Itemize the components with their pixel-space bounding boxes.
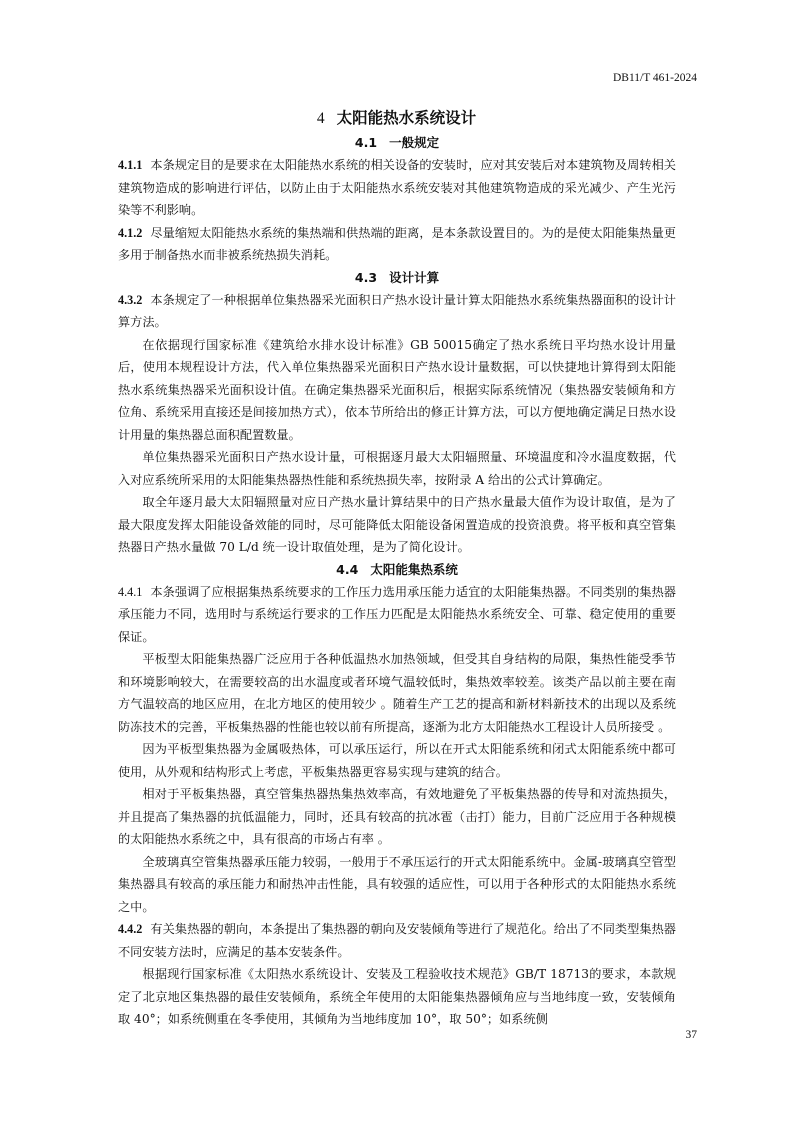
paragraph-metal-absorber: 因为平板型集热器为金属吸热体，可以承压运行，所以在开式太阳能系统和闭式太阳能系统中都可使用，从外观和结构形式上考虑，平板集热器更容易实现与建筑的结合。 bbox=[118, 742, 676, 779]
section-number: 4.4 bbox=[336, 561, 359, 577]
paragraph-4-4-2 bbox=[118, 918, 676, 963]
paragraph-text: 尽量缩短太阳能热水系统的集热端和供热端的距离，是本条款设置目的。为的是使太阳能集热量更多用于制备热水而非被系统热损失消耗。 bbox=[118, 225, 676, 262]
paragraph-4-3-2 bbox=[118, 289, 676, 334]
clause-number: 4.4.1 bbox=[118, 584, 143, 599]
paragraph-design-value: 取全年逐月最大太阳辐照量对应日产热水量计算结果中的日产热水量最大值作为设计取值，是为了最大限度发挥太阳能设备效能的同时，尽可能降低太阳能设备闲置造成的投资浪费。将平板和真空管集热器日产热水量做 70 L/d 统一设计取值处理，是为了简化设计。 bbox=[118, 495, 676, 554]
clause-number: 4.4.2 bbox=[118, 922, 143, 936]
paragraph-glass-tube: 全玻璃真空管集热器承压能力较弱，一般用于不承压运行的开式太阳能系统中。金属-玻璃真空管型集热器具有较高的承压能力和耐热冲击性能，具有较强的适应性，可以用于各种形式的太阳能热水系统之中。 bbox=[118, 854, 676, 914]
chapter-number: 4 bbox=[316, 110, 325, 127]
chapter-title: 太阳能热水系统设计 bbox=[336, 109, 477, 127]
paragraph-text: 有关集热器的朝向，本条提出了集热器的朝向及安装倾角等进行了规范化。给出了不同类型集热器不同安装方法时，应满足的基本安装条件。 bbox=[118, 922, 676, 959]
section-number: 4.1 bbox=[354, 135, 378, 150]
paragraph-text: 本条规定了一种根据单位集热器采光面积日产热水设计量计算太阳能热水系统集热器面积的设计计算方法。 bbox=[118, 292, 676, 329]
paragraph-unit-output: 单位集热器采光面积日产热水设计量，可根据逐月最大太阳辐照量、环境温度和冷水温度数据，代入对应系统所采用的太阳能集热器热性能和系统热损失率，按附录 A 给出的公式计算确定。 bbox=[118, 450, 676, 487]
paragraph-text: 本条强调了应根据集热系统要求的工作压力选用承压能力适宜的太阳能集热器。不同类别的集热器承压能力不同，选用时与系统运行要求的工作压力匹配是太阳能热水系统安全、可靠、稳定使用的重要保证。 bbox=[118, 584, 676, 644]
paragraph-design-method: 在依据现行国家标准《建筑给水排水设计标准》GB 50015确定了热水系统日平均热水设计用量后，使用本规程设计方法，代入单位集热器采光面积日产热水设计量数据，可以快捷地计算得到太阳能热水系统集热器采光面积设计值。在确定集热器采光面积后，根据实际系统情况（集热器安装倾角和方位角、系统采用直接还是间接加热方式），依本节所给出的修正计算方法，可以方便地确定满足日热水设计用量的集热器总面积配置数量。 bbox=[118, 337, 676, 442]
clause-number: 4.1.2 bbox=[118, 225, 143, 240]
page-number: 37 bbox=[685, 1029, 697, 1041]
section-title: 太阳能集热系统 bbox=[370, 561, 458, 577]
clause-number: 4.1.1 bbox=[118, 158, 143, 172]
body-content bbox=[118, 132, 676, 1031]
section-title: 设计计算 bbox=[389, 269, 440, 285]
section-number: 4.3 bbox=[354, 269, 378, 285]
chapter-heading bbox=[0, 106, 793, 128]
document-number: DB11/T 461-2024 bbox=[612, 72, 697, 84]
paragraph-4-1-1 bbox=[118, 154, 676, 222]
section-title: 一般规定 bbox=[389, 135, 440, 150]
section-heading-4-3 bbox=[118, 267, 676, 289]
clause-number: 4.3.2 bbox=[118, 292, 143, 307]
paragraph-4-1-2 bbox=[118, 222, 676, 267]
paragraph-vacuum-tube: 相对于平板集热器，真空管集热器热集热效率高，有效地避免了平板集热器的传导和对流热损失，并且提高了集热器的抗低温能力，同时，还具有较高的抗冰雹（击打）能力，目前广泛应用于各种规模的太阳能热水系统之中，具有很高的市场占有率 。 bbox=[118, 787, 676, 846]
paragraph-install-angle: 根据现行国家标准《太阳热水系统设计、安装及工程验收技术规范》GB/T 18713的要求，本款规定了北京地区集热器的最佳安装倾角，系统全年使用的太阳能集热器倾角应与当地纬度一致，安装倾角取 40°；如系统侧重在冬季使用，其倾角为当地纬度加 10°，取 50°；如系统侧 bbox=[118, 967, 676, 1026]
section-heading-4-4 bbox=[118, 559, 676, 581]
paragraph-text: 本条规定目的是要求在太阳能热水系统的相关设备的安装时，应对其安装后对本建筑物及周转相关建筑物造成的影响进行评估，以防止由于太阳能热水系统安装对其他建筑物造成的采光减少、产生光污染等不利影响。 bbox=[118, 158, 676, 217]
paragraph-4-4-1 bbox=[118, 581, 676, 649]
paragraph-flat-plate: 平板型太阳能集热器广泛应用于各种低温热水加热领域，但受其自身结构的局限，集热性能受季节和环境影响较大，在需要较高的出水温度或者环境气温较低时，集热效率较差。该类产品以前主要在南方气温较高的地区应用，在北方地区的使用较少 。随着生产工艺的提高和新材料新技术的出现以及系统防冻技术的完善，平板集热器的性能也较以前有所提高，逐渐为北方太阳能热水工程设计人员所接受 。 bbox=[118, 652, 676, 734]
section-heading-4-1 bbox=[118, 132, 676, 154]
